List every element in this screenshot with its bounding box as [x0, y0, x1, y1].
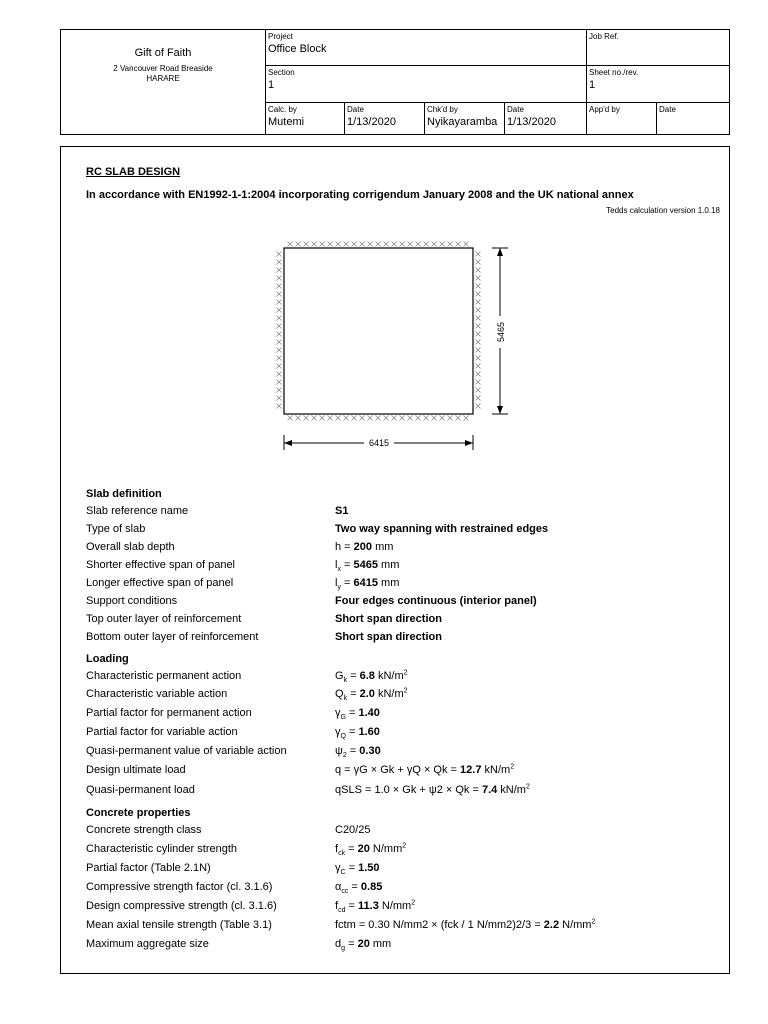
project-label: Project	[268, 32, 293, 41]
gamma-c-row	[86, 862, 726, 878]
section-label: Section	[268, 68, 295, 77]
calcby-value: Mutemi	[268, 116, 305, 128]
fcd-row	[86, 900, 726, 916]
row-label: Longer effective span of panel	[86, 577, 234, 589]
row-label: Design ultimate load	[86, 764, 186, 776]
row-value: $f_{ck} = 20$ $N/mm^2$	[335, 842, 407, 858]
row-label: Overall slab depth	[86, 541, 175, 553]
row-value: fctm = 0.30 N/mm2 × (fck / 1 N/mm2)2/3 = 2.2 $N/mm^2$	[335, 918, 596, 931]
date3-cell	[659, 105, 676, 115]
aggregate-size-row	[86, 938, 726, 954]
row-value: S1	[335, 505, 349, 517]
partial-factor-variable-row	[86, 726, 726, 742]
date2-cell	[507, 105, 556, 129]
sheet-cell	[589, 68, 638, 92]
company-block	[61, 30, 265, 134]
row-value: $l_y = 6415$ mm	[335, 577, 400, 592]
jobref-label: Job Ref.	[589, 32, 619, 41]
row-label: Design compressive strength (cl. 3.1.6)	[86, 900, 277, 912]
company-address-line1: 2 Vancouver Road Breaside	[113, 64, 213, 73]
section-value: 1	[268, 79, 275, 91]
divider	[265, 30, 266, 134]
row-value: h = 200 mm	[335, 541, 394, 553]
slab-plan-drawing	[260, 238, 520, 453]
quasi-permanent-factor-row	[86, 745, 726, 761]
fck-row	[86, 843, 726, 859]
company-name: Gift of Faith	[134, 47, 192, 59]
row-value: $\psi_2 = 0.30$	[335, 745, 381, 760]
row-value: Two way spanning with restrained edges	[335, 523, 549, 535]
date1-label: Date	[347, 105, 364, 114]
bottom-reinforcement-row	[86, 631, 726, 647]
divider	[504, 102, 505, 134]
row-value: $\alpha_{cc} = 0.85$	[335, 881, 383, 896]
date1-value: 1/13/2020	[347, 116, 396, 128]
row-label: Shorter effective span of panel	[86, 559, 236, 571]
short-span-row	[86, 559, 726, 575]
dimension-vertical-label: 5465	[496, 321, 506, 343]
slab-reference-row	[86, 505, 726, 521]
row-label: Partial factor for variable action	[86, 726, 238, 738]
divider	[656, 102, 657, 134]
row-value: $\gamma_G = 1.40$	[335, 707, 380, 722]
calcby-cell	[268, 105, 304, 129]
row-label: Compressive strength factor (cl. 3.1.6)	[86, 881, 273, 893]
permanent-action-row	[86, 670, 726, 686]
row-label: Slab reference name	[86, 505, 189, 517]
row-value: $\gamma_C = 1.50$	[335, 862, 380, 877]
row-value: $f_{cd} = 11.3$ $N/mm^2$	[335, 899, 416, 915]
row-value: $d_g = 20$ mm	[335, 938, 392, 953]
row-label: Partial factor for permanent action	[86, 707, 252, 719]
row-value: qSLS = 1.0 × Gk + ψ2 × Qk = 7.4 $kN/m^2$	[335, 783, 530, 796]
version-note: Tedds calculation version 1.0.18	[606, 206, 720, 215]
row-value: C20/25	[335, 824, 371, 836]
dim-arrow-right	[465, 440, 473, 446]
concrete-class-row	[86, 824, 726, 840]
project-value: Office Block	[268, 43, 327, 55]
section-heading-loading: Loading	[86, 653, 129, 665]
divider	[265, 65, 729, 66]
variable-action-row	[86, 688, 726, 704]
date2-value: 1/13/2020	[507, 116, 556, 128]
design-ultimate-load-row	[86, 764, 726, 780]
date3-label: Date	[659, 105, 676, 114]
row-value: Four edges continuous (interior panel)	[335, 595, 537, 607]
dim-arrow-bottom	[497, 406, 503, 414]
row-label: Maximum aggregate size	[86, 938, 209, 950]
slab-depth-row	[86, 541, 726, 557]
divider	[265, 102, 729, 103]
sheet-label: Sheet no./rev.	[589, 68, 639, 77]
row-value: Short span direction	[335, 613, 442, 625]
jobref-cell	[589, 32, 619, 42]
calcby-label: Calc. by	[268, 105, 297, 114]
company-address-line2: HARARE	[146, 74, 180, 83]
row-value: $G_k = 6.8$ $kN/m^2$	[335, 669, 408, 685]
dim-arrow-top	[497, 248, 503, 256]
page-title: RC SLAB DESIGN	[86, 166, 181, 178]
long-span-row	[86, 577, 726, 593]
section-cell	[268, 68, 295, 92]
row-label: Type of slab	[86, 523, 146, 535]
divider	[424, 102, 425, 134]
row-value: Short span direction	[335, 631, 442, 643]
alpha-cc-row	[86, 881, 726, 897]
divider	[344, 102, 345, 134]
row-value: $\gamma_Q = 1.60$	[335, 726, 380, 741]
dimension-horizontal-label: 6415	[368, 438, 390, 448]
slab-type-row	[86, 523, 726, 539]
appby-label: App'd by	[589, 105, 620, 114]
quasi-permanent-load-row	[86, 784, 726, 800]
row-label: Mean axial tensile strength (Table 3.1)	[86, 919, 272, 931]
project-cell	[268, 32, 327, 56]
chkby-value: Nyikayaramba	[427, 116, 498, 128]
restrained-edge-hatching	[277, 242, 481, 421]
partial-factor-permanent-row	[86, 707, 726, 723]
fctm-row	[86, 919, 726, 935]
row-label: Bottom outer layer of reinforcement	[86, 631, 259, 643]
date1-cell	[347, 105, 396, 129]
chkby-label: Chk'd by	[427, 105, 458, 114]
row-label: Characteristic cylinder strength	[86, 843, 238, 855]
top-reinforcement-row	[86, 613, 726, 629]
row-label: Top outer layer of reinforcement	[86, 613, 242, 625]
sheet-value: 1	[589, 79, 596, 91]
row-label: Support conditions	[86, 595, 178, 607]
row-label: Quasi-permanent value of variable action	[86, 745, 287, 757]
chkby-cell	[427, 105, 497, 129]
appby-cell	[589, 105, 620, 115]
row-label: Characteristic permanent action	[86, 670, 242, 682]
title-block	[60, 29, 730, 135]
row-value: $Q_k = 2.0$ $kN/m^2$	[335, 687, 408, 703]
row-label: Partial factor (Table 2.1N)	[86, 862, 211, 874]
support-conditions-row	[86, 595, 726, 611]
row-label: Concrete strength class	[86, 824, 202, 836]
dim-arrow-left	[284, 440, 292, 446]
row-value: q = γG × Gk + γQ × Qk = 12.7 $kN/m^2$	[335, 763, 515, 776]
row-label: Characteristic variable action	[86, 688, 228, 700]
row-value: $l_x = 5465$ mm	[335, 559, 400, 574]
slab-outline	[284, 248, 473, 414]
row-label: Quasi-permanent load	[86, 784, 195, 796]
section-heading-concrete: Concrete properties	[86, 807, 191, 819]
divider	[586, 30, 587, 134]
date2-label: Date	[507, 105, 524, 114]
page-subtitle: In accordance with EN1992-1-1:2004 incorporating corrigendum January 2008 and the UK national annex	[86, 189, 634, 201]
section-heading-slab-definition: Slab definition	[86, 488, 162, 500]
